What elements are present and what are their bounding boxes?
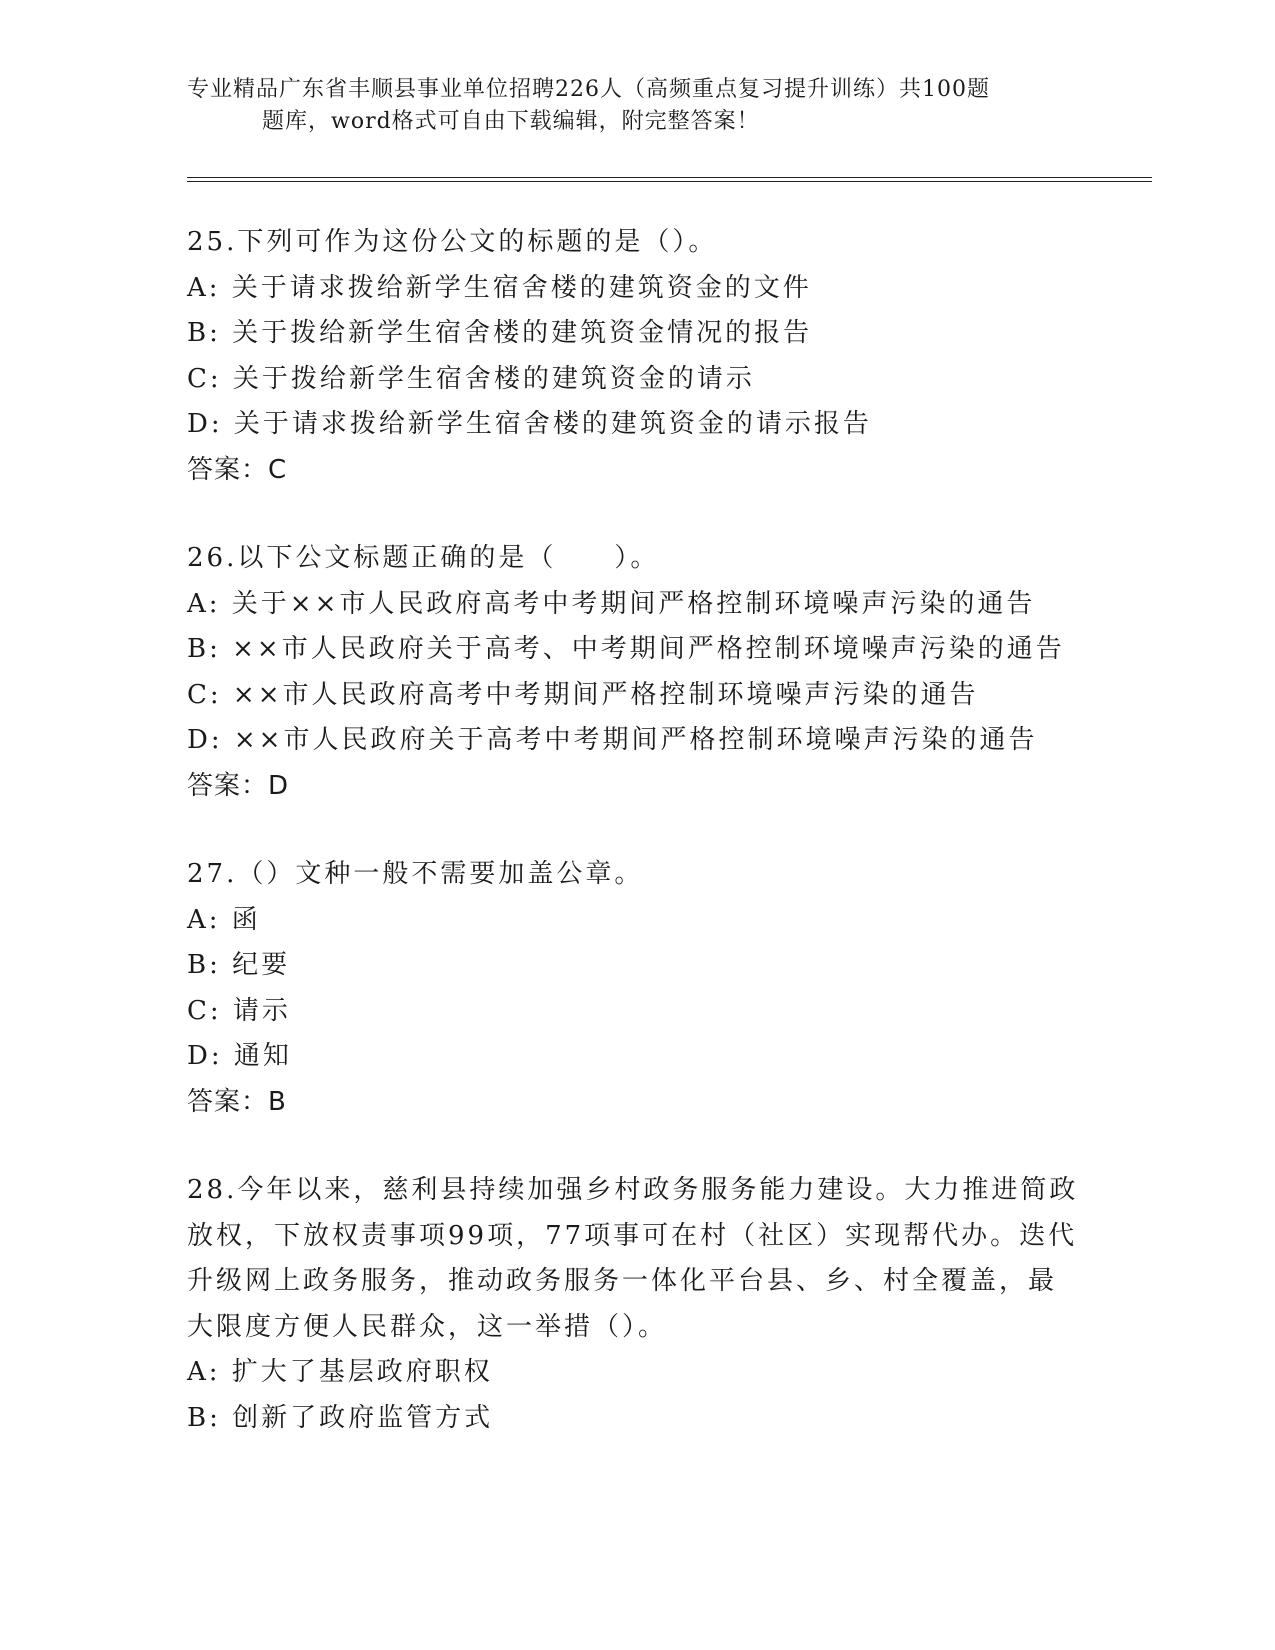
option-a: A: 函 [187, 904, 261, 935]
question-25 [187, 220, 1087, 493]
header-divider-bottom [187, 181, 1152, 182]
option-d: D: ××市人民政府关于高考中考期间严格控制环境噪声污染的通告 [187, 725, 1038, 755]
document-header [187, 74, 1067, 138]
question-stem-line-2: 放权，下放权责事项99项，77项事可在村（社区）实现帮代办。迭代 [187, 1220, 1078, 1251]
question-26 [187, 536, 1087, 809]
option-c: C: 关于拨给新学生宿舍楼的建筑资金的请示 [187, 363, 755, 394]
question-stem: 27.（）文种一般不需要加盖公章。 [187, 859, 644, 889]
question-stem-line-1: 28.今年以来，慈利县持续加强乡村政务服务能力建设。大力推进简政 [187, 1175, 1079, 1205]
header-title-line-2: 题库，word格式可自由下载编辑，附完整答案！ [262, 109, 760, 134]
option-d: D: 通知 [187, 1041, 292, 1071]
option-b: B: 关于拨给新学生宿舍楼的建筑资金情况的报告 [187, 318, 813, 348]
option-c: C: ××市人民政府高考中考期间严格控制环境噪声污染的通告 [187, 679, 979, 710]
question-stem: 25.下列可作为这份公文的标题的是（）。 [187, 227, 718, 257]
question-28 [187, 1168, 1087, 1441]
option-b: B: 创新了政府监管方式 [187, 1402, 494, 1433]
question-stem: 26.以下公文标题正确的是（ ）。 [187, 543, 660, 573]
header-divider-top [187, 177, 1152, 178]
header-title-line-1: 专业精品广东省丰顺县事业单位招聘226人（高频重点复习提升训练）共100题 [187, 77, 990, 102]
option-a: A: 扩大了基层政府职权 [187, 1357, 493, 1387]
question-stem-line-4: 大限度方便人民群众，这一举措（）。 [187, 1311, 668, 1342]
option-c: C: 请示 [187, 995, 291, 1026]
option-d: D: 关于请求拨给新学生宿舍楼的建筑资金的请示报告 [187, 409, 872, 439]
option-a: A: 关于××市人民政府高考中考期间严格控制环境噪声污染的通告 [187, 588, 1036, 619]
question-27 [187, 852, 1087, 1125]
option-a: A: 关于请求拨给新学生宿舍楼的建筑资金的文件 [187, 272, 812, 303]
question-stem-line-3: 升级网上政务服务，推动政务服务一体化平台县、乡、村全覆盖，最 [187, 1266, 1058, 1296]
option-b: B: 纪要 [187, 950, 291, 980]
answer: 答案：D [187, 770, 290, 801]
option-b: B: ××市人民政府关于高考、中考期间严格控制环境噪声污染的通告 [187, 634, 1065, 664]
answer: 答案：B [187, 1086, 287, 1117]
answer: 答案：C [187, 454, 288, 485]
